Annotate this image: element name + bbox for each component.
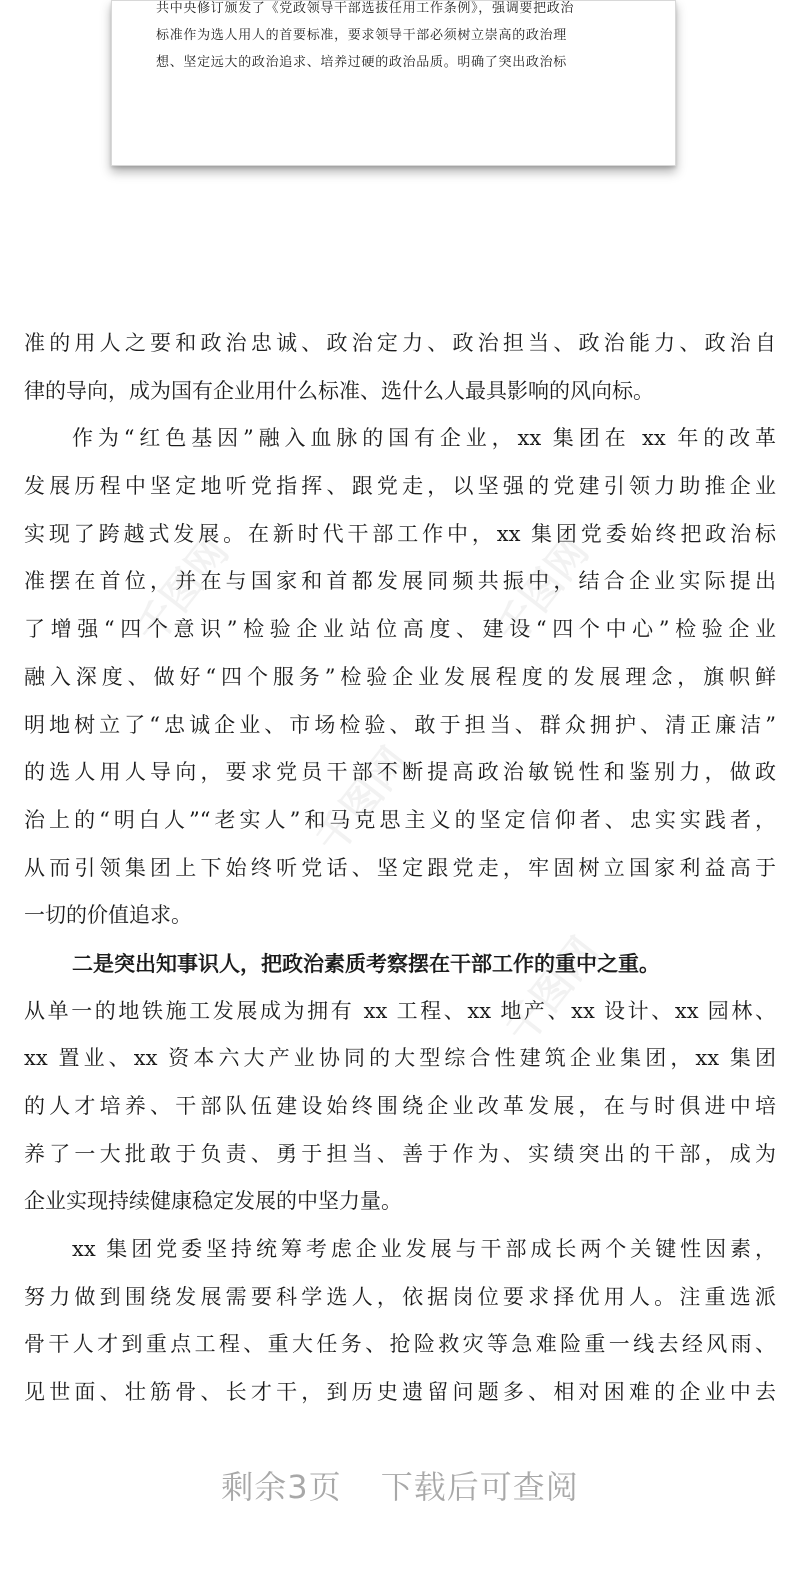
body-line: 一切的价值追求。 <box>24 903 192 928</box>
section-heading: 二是突出知事识人，把政治素质考察摆在干部工作的重中之重。 <box>72 950 660 976</box>
previous-page-preview-card <box>111 0 676 166</box>
watermark: 千图网 <box>497 929 608 1053</box>
body-line: 养了一大批敢于负责、勇于担当、善于作为、实绩突出的干部，成为 <box>24 1141 776 1166</box>
body-line: 实现了跨越式发展。在新时代干部工作中，xx 集团党委始终把政治标 <box>24 521 776 546</box>
body-line: 律的导向，成为国有企业用什么标准、选什么人最具影响的风向标。 <box>24 378 654 403</box>
body-line: 明地树立了“忠诚企业、市场检验、敢于担当、群众拥护、清正廉洁” <box>24 712 776 737</box>
body-line: 发展历程中坚定地听党指挥、跟党走，以坚强的党建引领力助推企业 <box>24 474 776 499</box>
body-line: 企业实现持续健康稳定发展的中坚力量。 <box>24 1189 402 1214</box>
body-line: 准的用人之要和政治忠诚、政治定力、政治担当、政治能力、政治自 <box>24 331 776 355</box>
download-to-view-label: 下载后可查阅 <box>380 1468 579 1506</box>
body-line: 的选人用人导向，要求党员干部不断提高政治敏锐性和鉴别力，做政 <box>24 760 776 785</box>
watermark: 千图网 <box>307 739 418 863</box>
watermark: 千图网 <box>487 529 598 653</box>
remaining-pages-label: 剩余3页 <box>221 1468 342 1506</box>
body-line: 骨干人才到重点工程、重大任务、抢险救灾等急难险重一线去经风雨、 <box>24 1332 776 1357</box>
watermark: 千图网 <box>127 529 238 653</box>
preview-line: 标准作为选人用人的首要标准，要求领导干部必须树立崇高的政治理 <box>156 28 568 43</box>
body-line: 从而引领集团上下始终听党话、坚定跟党走，牢固树立国家利益高于 <box>24 855 776 880</box>
body-line: xx 置业、xx 资本六大产业协同的大型综合性建筑企业集团，xx 集团 <box>24 1046 776 1071</box>
download-notice[interactable] <box>0 1462 800 1508</box>
body-line: xx 集团党委坚持统筹考虑企业发展与干部成长两个关键性因素， <box>72 1237 776 1262</box>
body-line: 的人才培养、干部队伍建设始终围绕企业改革发展，在与时俱进中培 <box>24 1094 776 1118</box>
body-line: 治上的“明白人”“老实人”和马克思主义的坚定信仰者、忠实实践者， <box>24 807 776 832</box>
document-body <box>24 320 776 1417</box>
body-line: 准摆在首位，并在与国家和首都发展同频共振中，结合企业实际提出 <box>24 569 776 594</box>
body-line: 作为“红色基因”融入血脉的国有企业，xx 集团在 xx 年的改革 <box>72 426 776 451</box>
preview-line: 想、坚定远大的政治追求、培养过硬的政治品质。明确了突出政治标 <box>156 55 568 70</box>
preview-line: 共中央修订颁发了《党政领导干部选拔任用工作条例》，强调要把政治 <box>156 1 575 16</box>
body-line: 从单一的地铁施工发展成为拥有 xx 工程、xx 地产、xx 设计、xx 园林、 <box>24 998 776 1023</box>
body-line: 融入深度、做好“四个服务”检验企业发展程度的发展理念，旗帜鲜 <box>24 664 776 689</box>
body-line: 了增强“四个意识”检验企业站位高度、建设“四个中心”检验企业 <box>24 617 776 642</box>
body-line: 努力做到围绕发展需要科学选人，依据岗位要求择优用人。注重选派 <box>24 1284 776 1309</box>
body-line: 见世面、壮筋骨、长才干，到历史遗留问题多、相对困难的企业中去 <box>24 1380 776 1405</box>
